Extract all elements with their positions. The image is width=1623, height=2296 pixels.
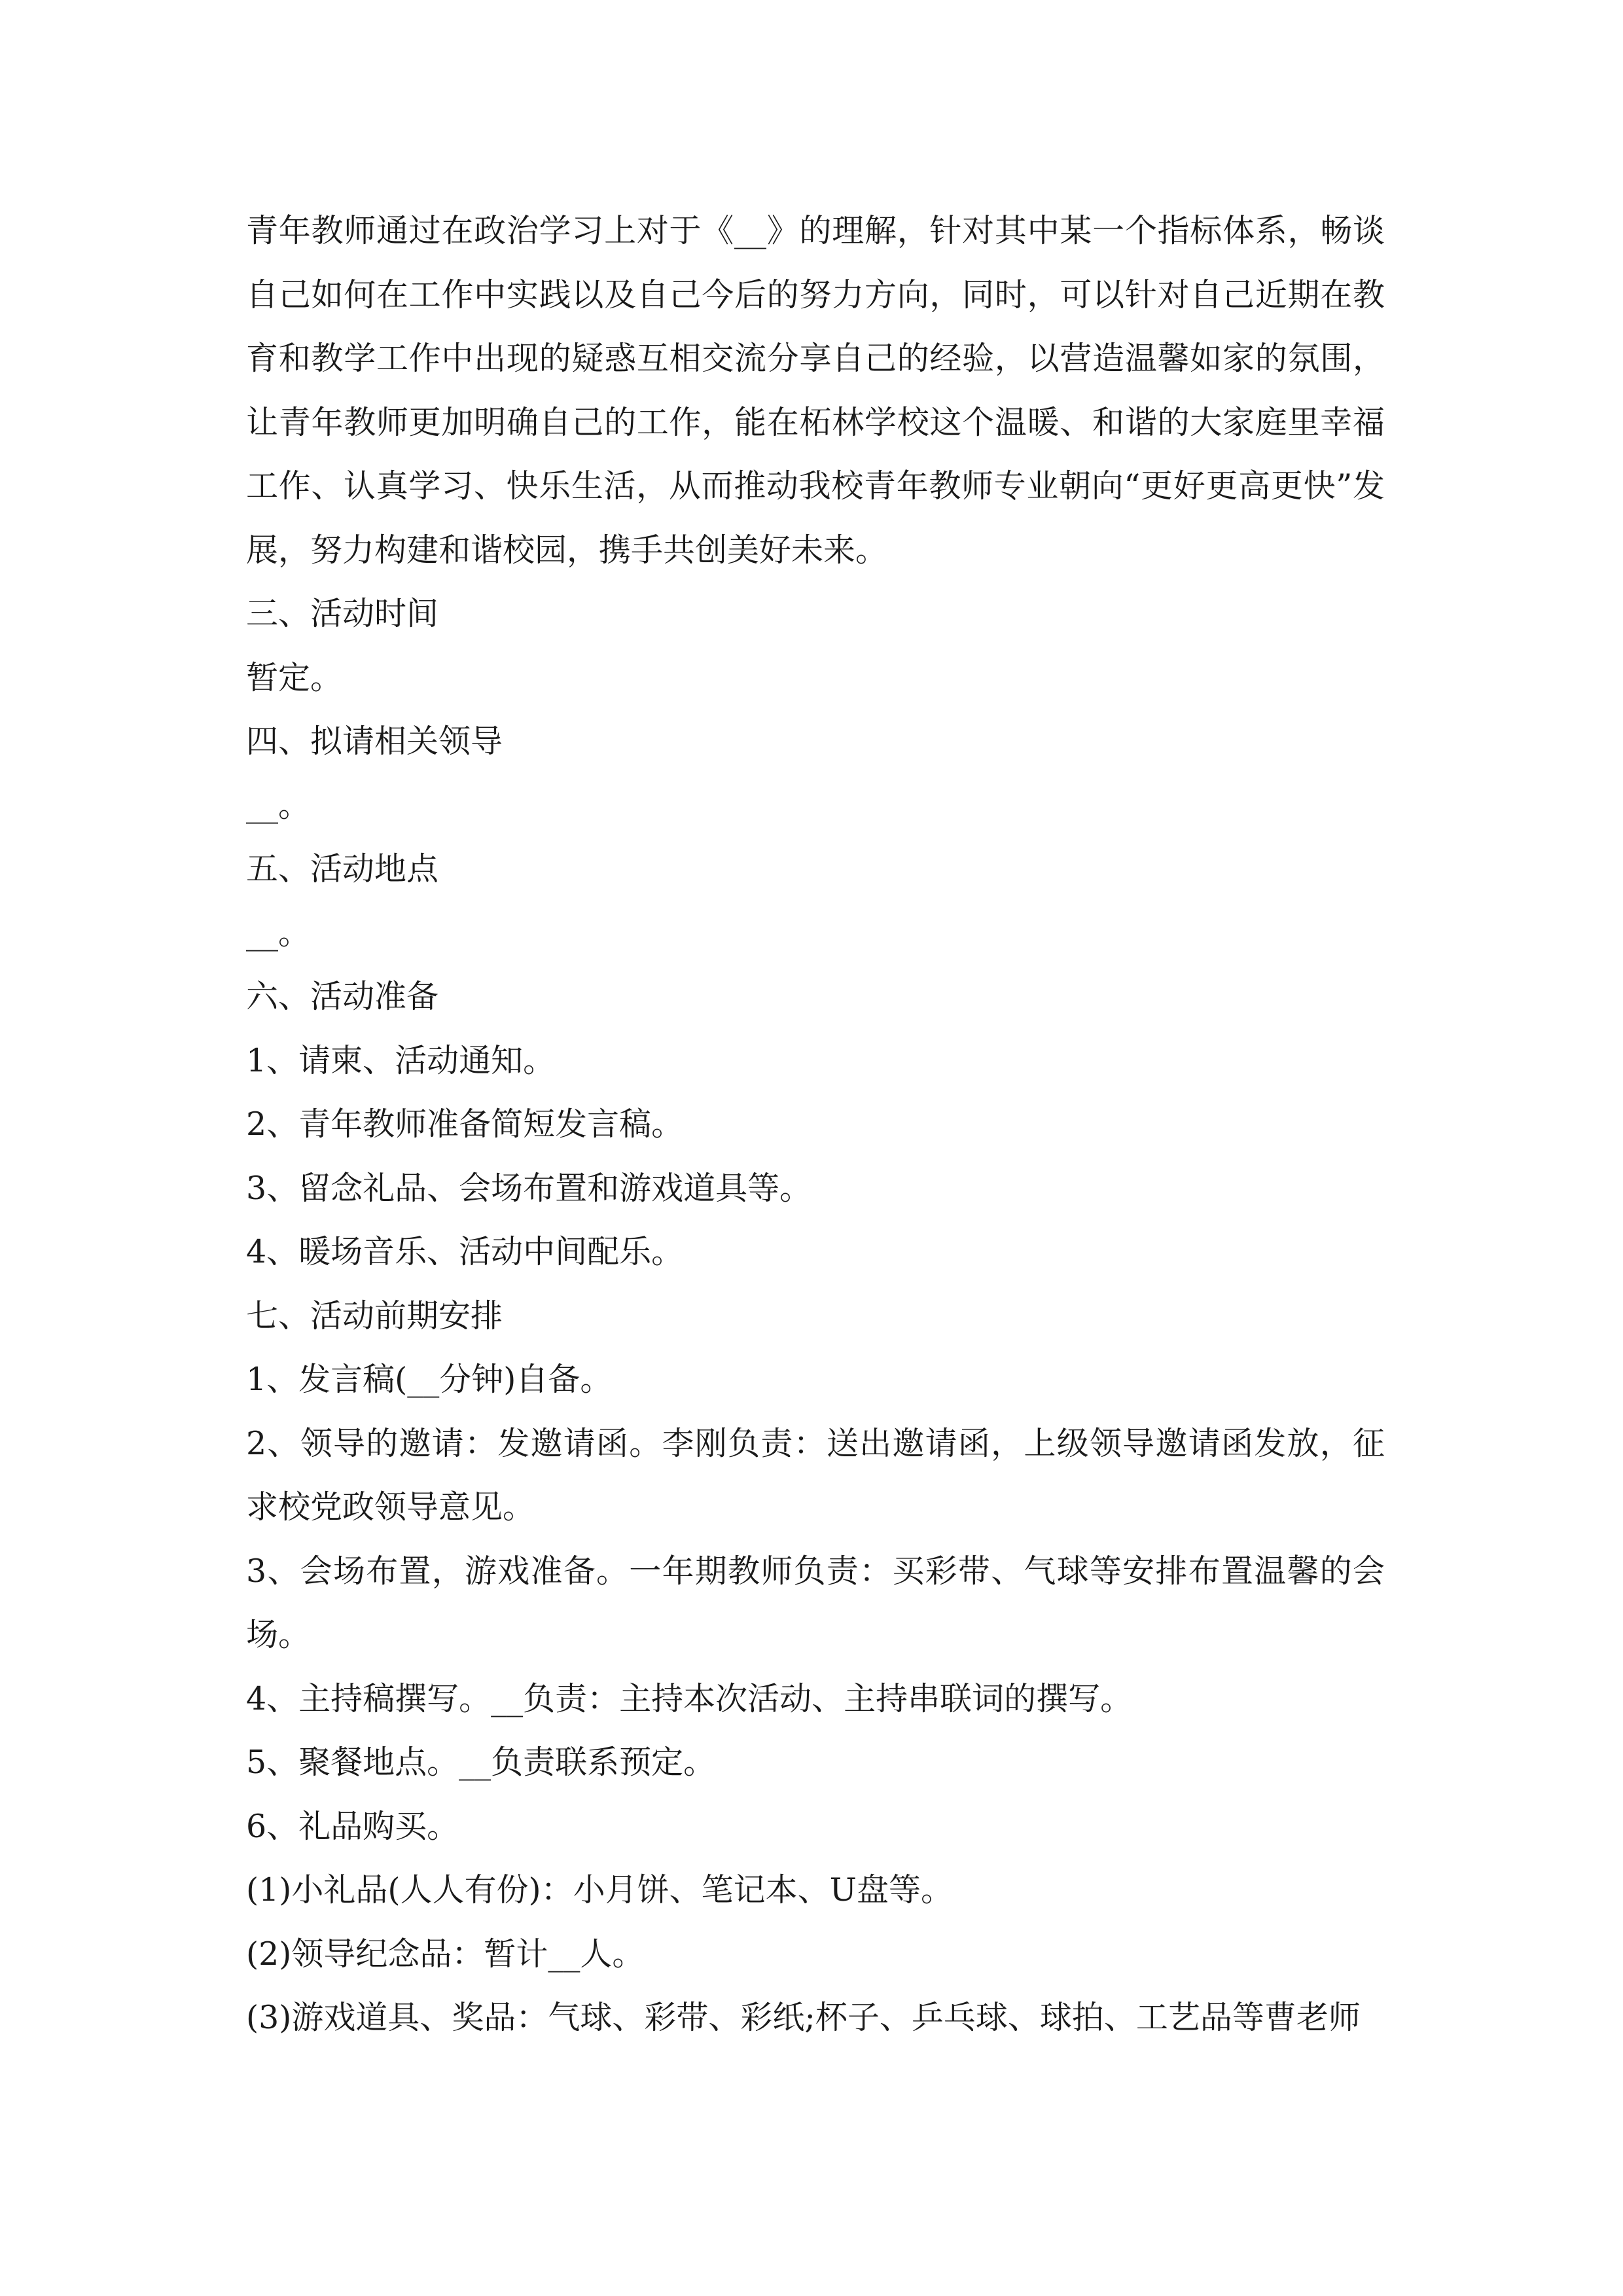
arrangement-item: 6、礼品购买。 <box>246 1807 459 1845</box>
document-body <box>246 199 1385 2050</box>
section-heading-arrangements: 七、活动前期安排 <box>246 1297 503 1335</box>
section-content-time: 暂定。 <box>246 658 343 696</box>
preparation-item: 1、请柬、活动通知。 <box>246 1041 556 1079</box>
arrangement-item: 5、聚餐地点。__负责联系预定。 <box>246 1744 716 1781</box>
arrangement-item: 3、会场布置，游戏准备。一年期教师负责：买彩带、气球等安排布置温馨的会场。 <box>246 1552 1385 1653</box>
preparation-item: 3、留念礼品、会场布置和游戏道具等。 <box>246 1169 812 1207</box>
section-heading-leaders: 四、拟请相关领导 <box>246 723 503 760</box>
preparation-item: 2、青年教师准备简短发言稿。 <box>246 1105 684 1143</box>
intro-paragraph: 青年教师通过在政治学习上对于《__》的理解，针对其中某一个指标体系，畅谈自己如何在工作中实践以及自己今后的努力方向，同时，可以针对自己近期在教育和教学工作中出现的疑惑互相交流分享自己的经验，以营造温馨如家的氛围，让青年教师更加明确自己的工作，能在柘林学校这个温暖、和谐的大家庭里幸福工作、认真学习、快乐生活，从而推动我校青年教师专业朝向“更好更高更快”发展，努力构建和谐校园，携手共创美好未来。 <box>246 212 1385 569</box>
arrangement-item: 4、主持稿撰写。__负责：主持本次活动、主持串联词的撰写。 <box>246 1679 1133 1717</box>
section-content-leaders: __。 <box>246 786 311 824</box>
section-content-location: __。 <box>246 914 311 952</box>
gift-subitem: (2)领导纪念品：暂计__人。 <box>246 1935 645 1973</box>
arrangement-item: 2、领导的邀请：发邀请函。李刚负责：送出邀请函，上级领导邀请函发放，征求校党政领导意见。 <box>246 1424 1385 1526</box>
section-heading-location: 五、活动地点 <box>246 850 439 888</box>
section-heading-time: 三、活动时间 <box>246 595 439 632</box>
section-heading-preparation: 六、活动准备 <box>246 978 439 1015</box>
arrangement-item: 1、发言稿(__分钟)自备。 <box>246 1361 613 1398</box>
gift-subitem: (3)游戏道具、奖品：气球、彩带、彩纸;杯子、乒乓球、球拍、工艺品等曹老师 <box>246 1999 1361 2036</box>
preparation-item: 4、暖场音乐、活动中间配乐。 <box>246 1233 684 1270</box>
gift-subitem: (1)小礼品(人人有份)：小月饼、笔记本、U盘等。 <box>246 1871 953 1909</box>
